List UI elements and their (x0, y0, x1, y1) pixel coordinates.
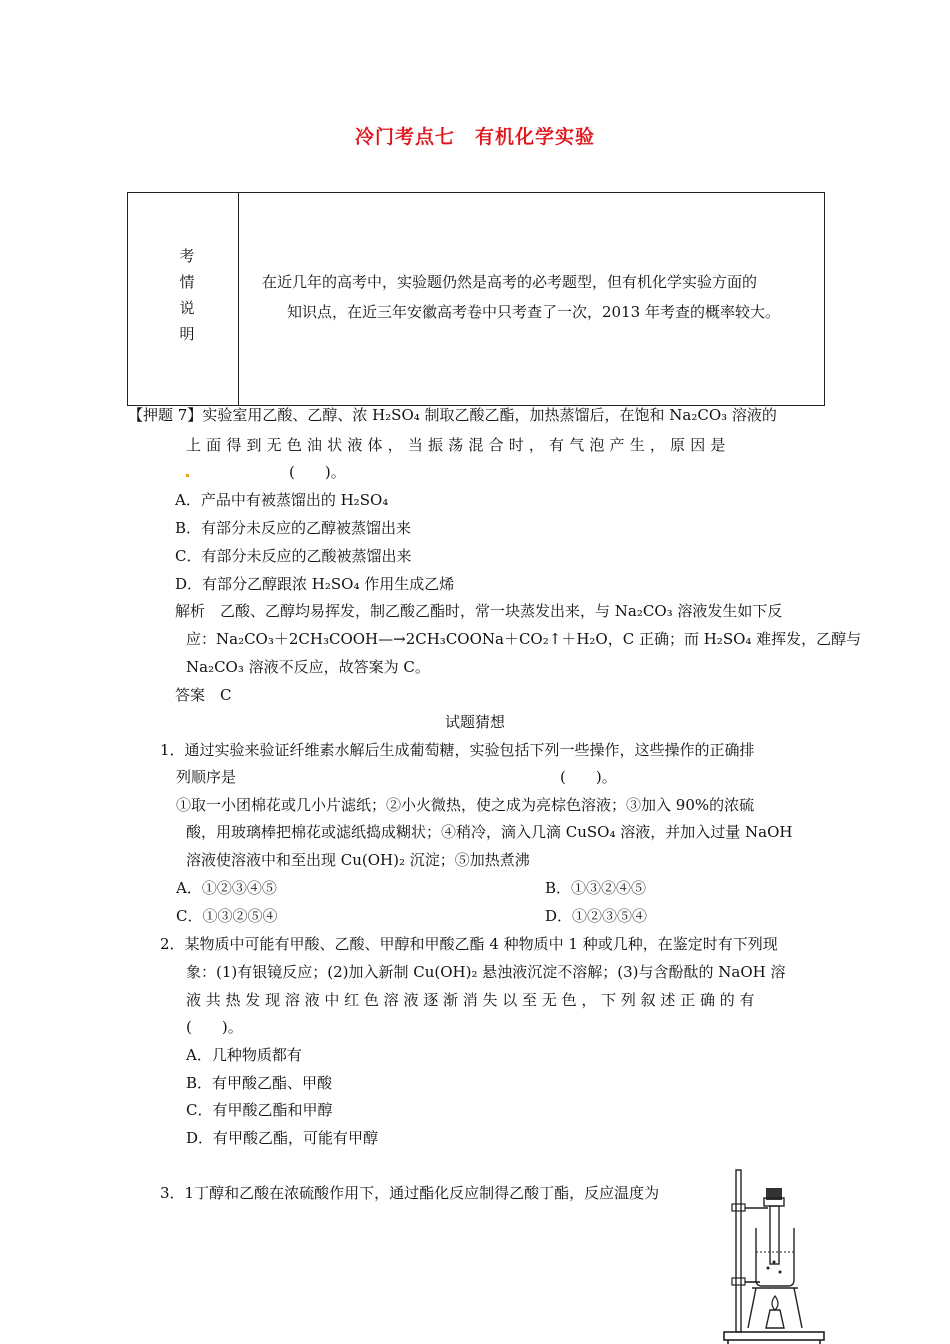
q7-answer: 答案 C (175, 686, 232, 704)
q1-line-1: 1．通过实验来验证纤维素水解后生成葡萄糖，实验包括下列一些操作，这些操作的正确排 (160, 741, 755, 759)
q7-analysis-line: 应：Na₂CO₃＋2CH₃COOH—→2CH₃COONa＋CO₂↑＋H₂O，C 正确；而 H₂SO₄ 难挥发，乙醇与 (186, 630, 862, 648)
q1-option-c: C．①③②⑤④ (176, 907, 278, 925)
q7-option-a: A．产品中有被蒸馏出的 H₂SO₄ (175, 491, 389, 509)
exam-info-line: 知识点，在近三年安徽高考卷中只考查了一次，2013 年考查的概率较大。 (287, 303, 780, 321)
q2-option-b: B．有甲酸乙酯、甲酸 (186, 1074, 333, 1092)
exam-info-text (262, 267, 818, 327)
label-char: 说 (179, 299, 195, 317)
page-title: 冷门考点七 有机化学实验 (354, 126, 595, 148)
q7-option-d: D．有部分乙醇跟浓 H₂SO₄ 作用生成乙烯 (175, 575, 455, 593)
marker-dot (186, 474, 189, 477)
q7-line-2: 上 面 得 到 无 色 油 状 液 体 ， 当 振 荡 混 合 时 ， 有 气 泡 产 生 ， 原 因 是 (186, 436, 726, 454)
exam-info-label (177, 243, 197, 347)
reflux-apparatus-figure (720, 1168, 830, 1344)
exam-info-box (127, 192, 825, 406)
q2-line: 2．某物质中可能有甲酸、乙酸、甲醇和甲酸乙酯 4 种物质中 1 种或几种，在鉴定时有下列现 (160, 935, 778, 953)
exam-info-line: 在近几年的高考中，实验题仍然是高考的必考题型，但有机化学实验方面的 (262, 273, 758, 291)
label-char: 情 (179, 273, 195, 291)
q7-analysis-line: Na₂CO₃ 溶液不反应，故答案为 C。 (186, 658, 430, 676)
q7-text: 实验室用乙酸、乙醇、浓 H₂SO₄ 制取乙酸乙酯，加热蒸馏后，在饱和 Na₂CO₃ 溶液的 (202, 406, 777, 424)
q2-option-a: A．几种物质都有 (186, 1046, 302, 1064)
q7-tag: 【押题 7】 (128, 406, 203, 424)
label-char: 考 (179, 247, 195, 265)
q7-line-1 (128, 404, 777, 425)
q1-blank: ( )。 (560, 768, 617, 786)
q1-line-2: 列顺序是 (176, 768, 237, 786)
q1-step-line: 酸，用玻璃棒把棉花或滤纸捣成糊状；④稍冷，滴入几滴 CuSO₄ 溶液，并加入过量 NaOH (186, 823, 793, 841)
q1-step-line: 溶液使溶液中和至出现 Cu(OH)₂ 沉淀；⑤加热煮沸 (186, 851, 530, 869)
box-divider (238, 193, 239, 405)
q2-option-d: D．有甲酸乙酯，可能有甲醇 (186, 1129, 379, 1147)
label-char: 明 (179, 325, 195, 343)
section-heading: 试题猜想 (444, 713, 505, 731)
q2-line: 象：(1)有银镜反应；(2)加入新制 Cu(OH)₂ 悬浊液沉淀不溶解；(3)与含酚酞的 NaOH 溶 (186, 963, 786, 981)
q7-analysis-line: 解析 乙酸、乙醇均易挥发，制乙酸乙酯时，常一块蒸发出来，与 Na₂CO₃ 溶液发生如下反 (175, 602, 783, 620)
q1-option-a: A．①②③④⑤ (176, 879, 277, 897)
q2-option-c: C．有甲酸乙酯和甲醇 (186, 1101, 333, 1119)
q1-option-d: D．①②③⑤④ (545, 907, 648, 925)
q7-line-3 (186, 461, 346, 482)
q1-option-b: B．①③②④⑤ (545, 879, 647, 897)
q3-line-1: 3．1丁醇和乙酸在浓硫酸作用下，通过酯化反应制得乙酸丁酯，反应温度为 (160, 1184, 660, 1202)
q2-line: 液 共 热 发 现 溶 液 中 红 色 溶 液 逐 渐 消 失 以 至 无 色 ， 下 列 叙 述 正 确 的 有 (186, 991, 755, 1009)
q7-option-b: B．有部分未反应的乙醇被蒸馏出来 (175, 519, 412, 537)
q7-blank: ( )。 (289, 463, 346, 481)
q7-option-c: C．有部分未反应的乙酸被蒸馏出来 (175, 547, 412, 565)
q1-step-line: ①取一小团棉花或几小片滤纸；②小火微热，使之成为亮棕色溶液；③加入 90%的浓硫 (176, 796, 755, 814)
q2-line: ( )。 (186, 1018, 243, 1036)
